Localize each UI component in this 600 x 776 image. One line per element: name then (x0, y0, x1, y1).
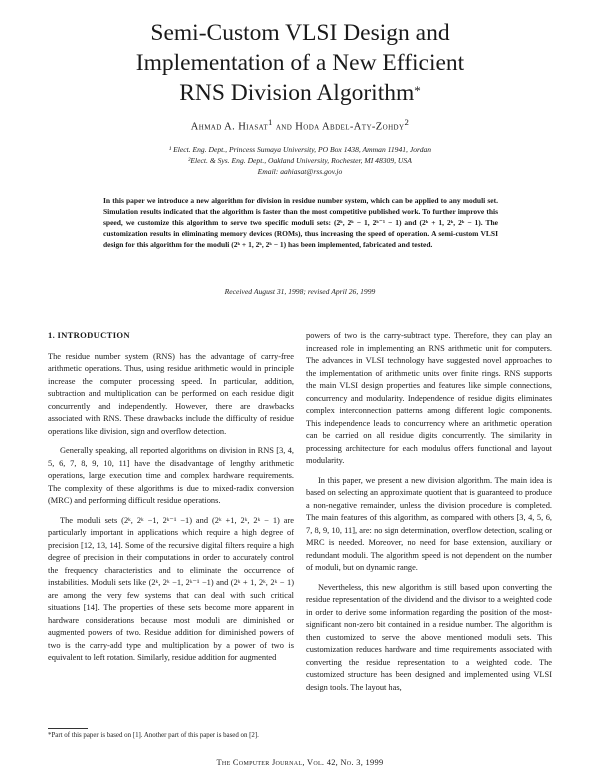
author-2: Hoda Abdel-Aty-Zohdy (295, 121, 405, 133)
abstract: In this paper we introduce a new algorithm for division in residue number system, which can be applied to any moduli set. Simulation results indicated that the algorithm is faster than the most competitive published work. To further improve this speed, we customize this algorithm to serve two specific moduli sets: (2ᵏ, 2ᵏ − 1, 2ᵏ⁻¹ − 1) and (2ᵏ + 1, 2ᵏ, 2ᵏ − 1). The customization results in eliminating memory devices (ROMs), thus increasing the speed of operation. A semi-custom VLSI design for this algorithm for the moduli (2ᵏ + 1, 2ᵏ, 2ᵏ − 1) has been implemented, fabricated and tested. (103, 196, 498, 249)
affiliation-1: ¹ Elect. Eng. Dept., Princess Sumaya University, PO Box 1438, Amman 11941, Jordan (168, 145, 432, 154)
title-line-2: Implementation of a New Efficient (135, 50, 465, 76)
author-2-affil-mark: 2 (404, 117, 410, 127)
title-line-1: Semi-Custom VLSI Design and (150, 20, 450, 46)
right-column (306, 330, 552, 701)
affiliations (0, 144, 600, 177)
paragraph: Generally speaking, all reported algorithms on division in RNS [3, 4, 5, 6, 7, 8, 9, 10, 11] have the disadvantage of lengthy arithmetic operations, large execution time and complex hardware requirements. The complexity of these algorithms is due to mixed-radix conversion (MRC) and performing difficult residue operations. (48, 446, 294, 505)
paragraph: The moduli sets (2ᵏ, 2ᵏ −1, 2ᵏ⁻¹ −1) and (2ᵏ +1, 2ᵏ, 2ᵏ − 1) are particularly important in applications which require a high degree of precision [12, 13, 14]. Some of the recursive digital filters require a high degree of precision in their computations in order to accurately control the frequency characteristics and to eliminate the occurrence of instabilities. Moduli sets like (2ᵏ, 2ᵏ −1, 2ᵏ⁻¹ −1) and (2ᵏ + 1, 2ᵏ, 2ᵏ − 1) are among the very few systems that can deal with such critical situations [14]. The properties of these sets become more apparent in hardware considerations because most moduli are diminished or augmented powers of two. Residue addition for diminished powers of two is the carry-add type and multiplication by a power of two is equivalent to left rotation. Similarly, residue addition for augmented (48, 515, 294, 662)
footnote: *Part of this paper is based on [1]. Another part of this paper is based on [2]. (48, 732, 259, 739)
title-line-3-text: RNS Division Algorithm (179, 80, 415, 106)
title-footnote-mark: * (414, 83, 421, 98)
paragraph: The residue number system (RNS) has the advantage of carry-free arithmetic operations. Thus, using residue arithmetic would in principle increase the computer processing speed. In particular, addition, subtraction and multiplication can be performed on each residue digit concurrently and independently. However, there are drawbacks associated with RNS. These drawbacks include the difficulty of residue operations like division, sign and overflow detection. (48, 351, 294, 436)
author-1-affil-mark: 1 (268, 117, 273, 127)
affiliation-2: ²Elect. & Sys. Eng. Dept., Oakland University, Rochester, MI 48309, USA (188, 156, 412, 165)
author-conjunction: and (275, 121, 293, 133)
paragraph: Nevertheless, this new algorithm is still based upon converting the residue representation of the dividend and the divisor to a weighted code in order to derive some information regarding the position of the most-significant non-zero bit contained in a residue number. The algorithm is then customized to serve the above mentioned moduli sets. This customization reduces hardware and time requirements associated with converting the residue representation to a weighted code. The customized structure has been designed and implemented using VLSI design tools. The layout has, (306, 582, 552, 692)
paragraph: In this paper, we present a new division algorithm. The main idea is based on selecting an approximate quotient that is guaranteed to produce a non-negative remainder, unless the division procedure is completed. The main features of this algorithm, as compared with others [3, 4, 5, 6, 7, 8, 9, 10, 11], are: no sign determination, overflow detection, scaling or MRC is needed. Moreover, no need for base extension, auxiliary or redundant moduli. The algorithm speed is not dependent on the number of moduli, but on dynamic range. (306, 475, 552, 572)
footnote-rule (48, 728, 88, 729)
section-heading-introduction: 1. INTRODUCTION (48, 330, 130, 340)
author-1: Ahmad A. Hiasat (190, 121, 269, 133)
paper-title (0, 18, 600, 108)
received-dates: Received August 31, 1998; revised April 26, 1999 (224, 287, 376, 296)
title-line-3 (0, 78, 600, 108)
author-line (0, 117, 600, 133)
author-email: Email: aahiasat@rss.gov.jo (257, 167, 343, 176)
running-footer: The Computer Journal, Vol. 42, No. 3, 1999 (216, 758, 384, 767)
left-column (48, 329, 294, 672)
paragraph: powers of two is the carry-subtract type. Therefore, they can play an increased role in implementing an RNS arithmetic unit for computers. The advances in VLSI technology have suggested novel approaches to the implementation of arithmetic units over finite rings. RNS supports the main VLSI design properties and features like simple connections, concurrency and modularity. Independence of residue digits eliminates complex interconnection patterns among different logic components. This independence leads to concurrency where an arithmetic operation can be carried on all residue digits concurrently. The similarity in processing architecture for each modulus offers functional and layout modularity. (306, 331, 552, 465)
